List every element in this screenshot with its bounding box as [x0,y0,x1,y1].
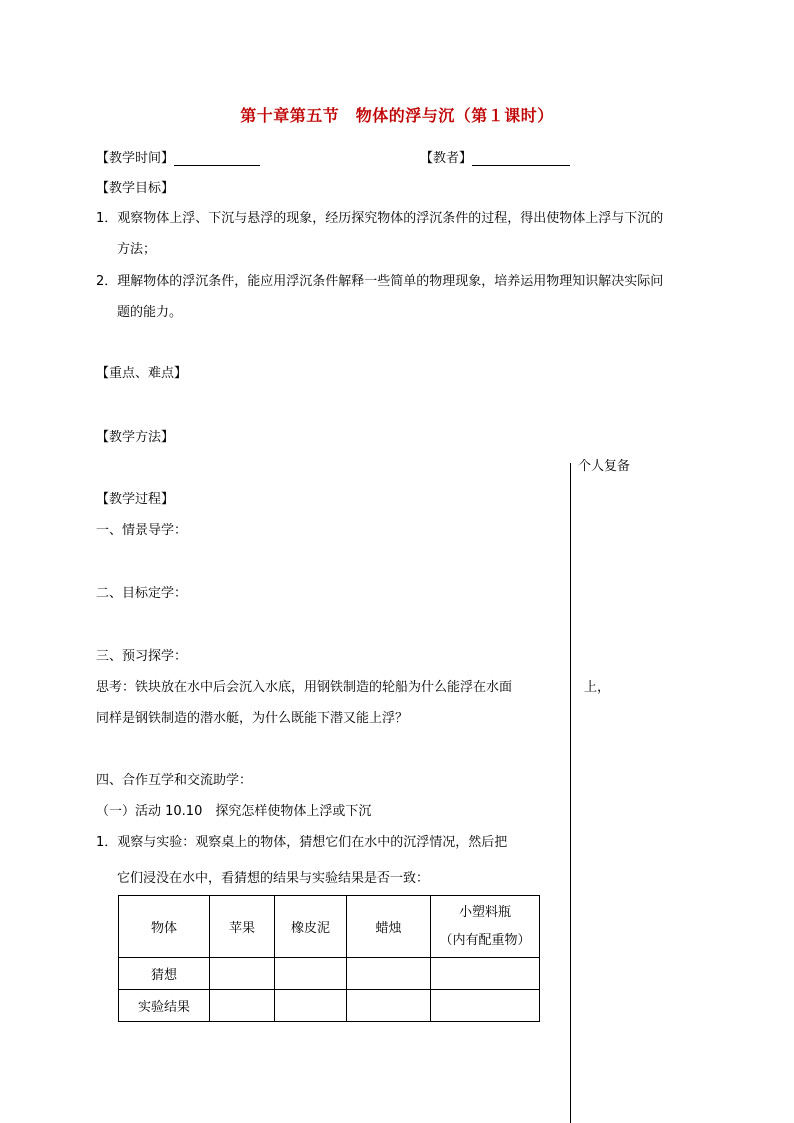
table-header-cell: 蜡烛 [347,896,431,958]
step-3-heading: 三、预习探学： [96,649,188,664]
table-cell [431,958,540,990]
goal-1-line-1: 1．观察物体上浮、下沉与悬浮的现象，经历探究物体的浮沉条件的过程，得出使物体上浮与下沉的 [96,211,664,226]
table-cell [210,990,275,1022]
teacher-field [420,147,570,166]
page-title: 第十章第五节 物体的浮与沉（第１课时） [240,106,554,125]
side-note-heading: 个人复备 [578,459,631,474]
table-row-label: 猜想 [119,958,210,990]
goal-2-line-2: 题的能力。 [117,305,183,320]
step-2-heading: 二、目标定学： [96,586,188,601]
table-header-cell: 物体 [119,896,210,958]
table-header-line: （内有配重物） [439,932,531,948]
step-4-heading: 四、合作互学和交流助学： [96,773,253,788]
activity-heading: （一）活动 10.10 探究怎样使物体上浮或下沉 [96,804,372,819]
table-row-label: 实验结果 [119,990,210,1022]
goals-heading: 【教学目标】 [96,181,175,196]
table-header-line: 小塑料瓶 [458,904,511,920]
experiment-line-2: 它们浸没在水中，看猜想的结果与实验结果是否一致： [117,871,430,886]
goal-2-line-1: 2．理解物体的浮沉条件，能应用浮沉条件解释一些简单的物理现象，培养运用物理知识解决实际问 [96,274,664,289]
margin-divider [570,463,571,1123]
table-cell [210,958,275,990]
observation-table [118,895,540,1022]
teacher-label: 【教者】 [420,151,473,166]
table-row [119,990,540,1022]
methods-heading: 【教学方法】 [96,430,175,445]
experiment-line-1: 1．观察与实验：观察桌上的物体，猜想它们在水中的沉浮情况，然后把 [96,835,508,850]
table-cell [431,990,540,1022]
teacher-blank [472,151,570,166]
teaching-time-label: 【教学时间】 [96,151,175,166]
table-cell [347,958,431,990]
goal-1-line-2: 方法； [117,242,157,257]
table-row [119,958,540,990]
think-question-line-2: 同样是钢铁制造的潜水艇，为什么既能下潜又能上浮？ [96,711,409,726]
step-1-heading: 一、情景导学： [96,523,188,538]
table-cell [347,990,431,1022]
think-question-side: 上， [584,680,611,695]
table-cell [275,958,347,990]
think-question-line-1: 思考：铁块放在水中后会沉入水底，用钢铁制造的轮船为什么能浮在水面 [96,680,513,695]
table-header-cell: 苹果 [210,896,275,958]
table-header-cell: 橡皮泥 [275,896,347,958]
teaching-time-field [96,147,260,166]
keypoints-heading: 【重点、难点】 [96,366,188,381]
table-cell [275,990,347,1022]
process-heading: 【教学过程】 [96,492,175,507]
teaching-time-blank [174,151,260,166]
table-header-cell [431,896,540,958]
table-header-row [119,896,540,958]
